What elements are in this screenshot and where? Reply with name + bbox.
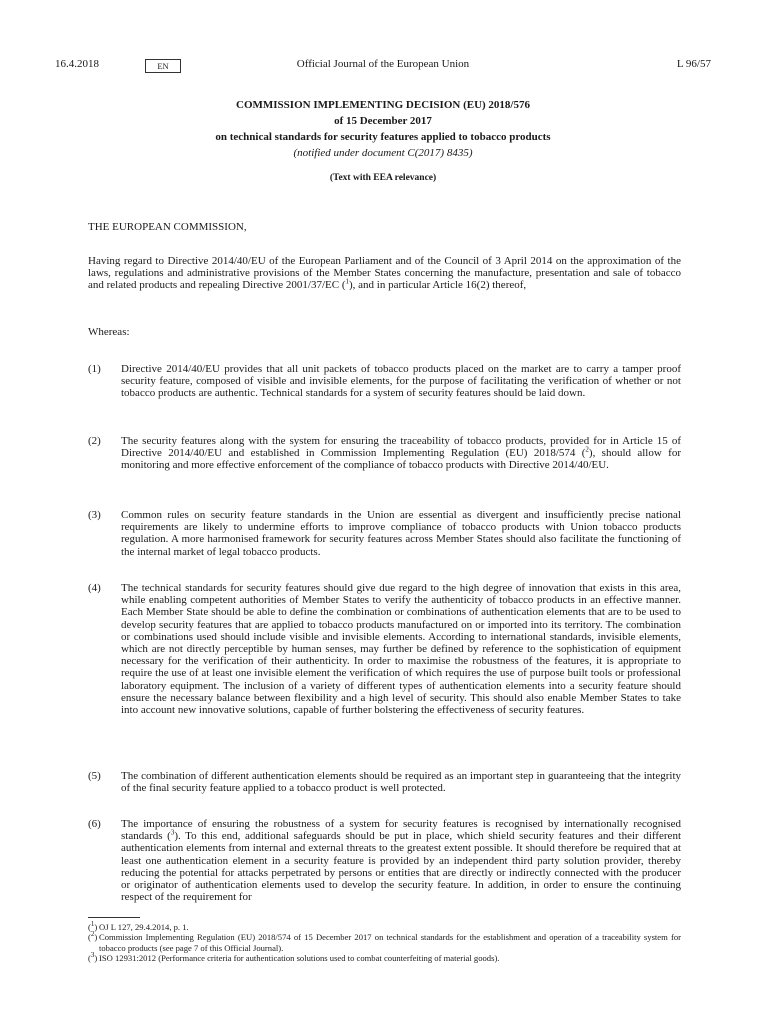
eea-relevance: (Text with EEA relevance) [329, 173, 437, 183]
footnote [88, 922, 681, 932]
footnote [88, 932, 681, 953]
recital-text: Common rules on security feature standards in the Union are essential as divergent and insufficiently precise national requirements are likely to undermine efforts to improve compliance of tobacco products with Union tobacco products regulation. A more harmonised framework for security features across Member States should also facilitate the functioning of the internal market of legal tobacco products. [121, 509, 681, 558]
footnote-text: ISO 12931:2012 (Performance criteria for authentication solutions used to combat counterfeiting of material goods). [99, 953, 500, 964]
recital-number: (5) [88, 770, 101, 782]
recital [88, 509, 681, 558]
page-number: L 96/57 [676, 58, 711, 70]
having-regard-paragraph [88, 255, 681, 292]
footnote-divider [88, 917, 140, 918]
recital-text [121, 435, 681, 472]
page-header [55, 58, 711, 74]
recital-number: (3) [88, 509, 101, 521]
recital-text: The combination of different authentication elements should be required as an important step in guaranteeing that the integrity of the final security feature applied to a tobacco product is well protected. [121, 770, 681, 795]
footnote-text: Commission Implementing Regulation (EU) 2018/574 of 15 December 2017 on technical standards for the establishment and operation of a traceability system for tobacco products (see page 7 of this Official Journal). [99, 932, 681, 953]
recital-number: (2) [88, 435, 101, 447]
recital-text: Directive 2014/40/EU provides that all unit packets of tobacco products placed on the market are to carry a tamper proof security feature, composed of visible and invisible elements, for the purpose of facilitating the verification of whether or not tobacco products are authentic. Technical standards for a system of security features should be laid down. [121, 363, 681, 400]
language-badge: EN [145, 59, 181, 73]
having-regard-text-end: ), and in particular Article 16(2) thereof, [349, 279, 527, 292]
footnotes [88, 922, 681, 964]
footnote [88, 953, 681, 963]
footnote-ref[interactable]: 2 [585, 445, 589, 454]
recital-text: The technical standards for security features should give due regard to the high degree of innovation that exists in this area, while enabling competent authorities of Member States to verify the authenticity of tobacco products in an effective manner. Each Member State should be able to define the combination or combinations of authentication elements that are to be used to develop security features that are applied to tobacco products manufactured on or imported into its territory. The combination or combinations used should include visible and invisible elements. According to international standards, invisible elements, which are not directly perceptible by human senses, may further be defined by reference to the sophistication of equipment necessary for the verification of their authenticity. In order to maximise the robustness of the features, it is appropriate to require the use of at least one invisible element the verification of which requires the use of purpose built tools or professional laboratory equipment. The inclusion of a variety of different types of authentication elements into a security feature should ensure the necessary balance between flexibility and a high level of security. This should also enable Member States to take into account new innovative solutions, capable of further bolstering the effectiveness of security features. [121, 582, 681, 717]
recital [88, 435, 681, 472]
footnote-ref[interactable]: 3 [170, 828, 175, 837]
recital [88, 818, 681, 903]
recital [88, 582, 681, 716]
having-regard-text: Having regard to Directive 2014/40/EU of the European Parliament and of the Council of 3 April 2014 on the approximation of the laws, regulations and administrative provisions of the Member States concerning the manufacture, presentation and sale of tobacco and related products and repealing Directive 2001/37/EC ( [88, 255, 681, 292]
decision-title: COMMISSION IMPLEMENTING DECISION (EU) 2018/576 [236, 99, 530, 111]
title-block [55, 97, 711, 183]
recital-text [121, 818, 681, 903]
footnote-mark: ($^3$) [88, 951, 98, 964]
recital-number: (1) [88, 363, 101, 375]
decision-subject: on technical standards for security features applied to tobacco products [215, 131, 551, 143]
recital-text-main: The security features along with the system for ensuring the traceability of tobacco products, provided for in Article 15 of Directive 2014/40/EU and established in Commission Implementing Regulation (EU) 2018/574 ( [121, 435, 681, 460]
publication-date: 16.4.2018 [55, 58, 99, 70]
footnote-ref[interactable]: 1 [345, 277, 349, 286]
recital-number: (4) [88, 582, 101, 594]
decision-date: of 15 December 2017 [334, 115, 432, 127]
footnote-mark: ($^2$) [88, 930, 98, 943]
recital [88, 363, 681, 400]
recital-text-end: ), should allow for monitoring and more effective enforcement of the compliance of tobacco products with Directive 2014/40/EU. [121, 447, 681, 472]
whereas-line: Whereas: [88, 326, 130, 338]
recital-text-main: The importance of ensuring the robustness of a system for security features is recognised by internationally recognised standards ( [121, 818, 681, 843]
recital [88, 770, 681, 794]
footnote-mark: ($^1$) [88, 920, 98, 932]
journal-title: Official Journal of the European Union [296, 58, 470, 70]
notified-document: (notified under document C(2017) 8435) [293, 147, 473, 159]
footnote-text: OJ L 127, 29.4.2014, p. 1. [99, 922, 189, 932]
recital-number: (6) [88, 818, 101, 830]
commission-line: THE EUROPEAN COMMISSION, [88, 221, 247, 233]
recital-text-end: ). To this end, additional safeguards should be put in place, which shield security features and their different authentication elements from internal and external threats to the greatest extent possible. It should therefore be required that at least one authentication element in a security feature is provided by an independent third party solution provider, thereby reducing the potential for attacks perpetrated by persons or entities that are directly or indirectly connected with the producer or originator of authentication elements used to develop the security feature. In addition, in order to ensure the continuing respect of the requirement for [121, 830, 681, 904]
